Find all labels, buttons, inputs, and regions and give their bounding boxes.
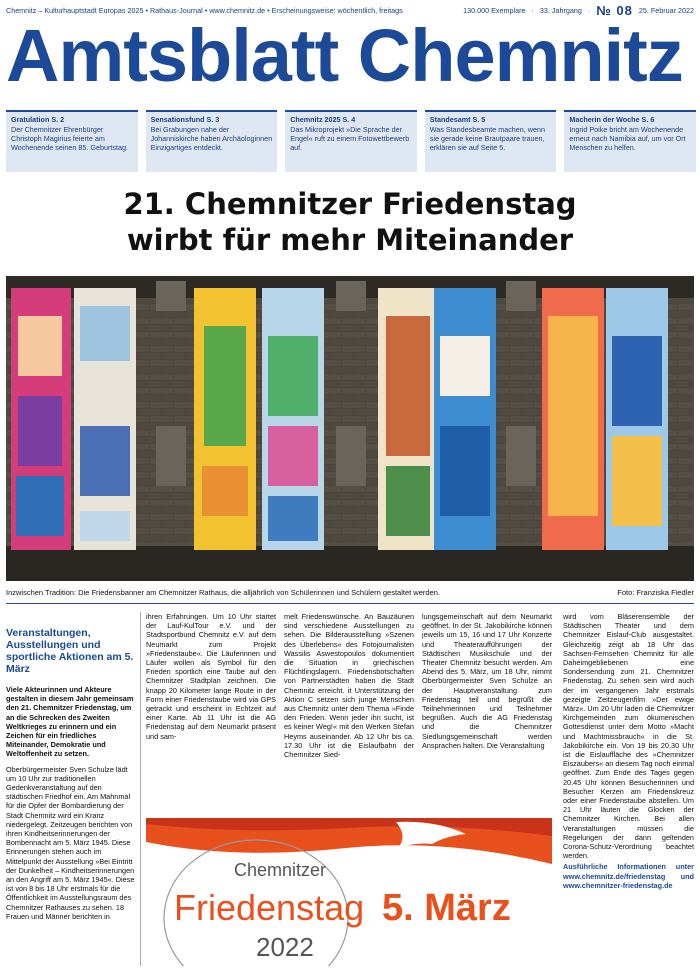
teaser-title: Macherin der Woche S. 6 [569, 115, 655, 124]
section-divider [6, 603, 694, 604]
column-text: lungsgemeinschaft auf dem Neumarkt geöffnet. In der St. Jakobikirche können jeweils um 15, 16 und 17 Uhr Konzerte und Theateraufführungen der Städtischen Musikschule und der Theater Chemnitz besucht werden. Am Abend des 5. März, um 18 Uhr, nimmt Oberbürgermeister Sven Schulze an der Hauptveranstaltung zum Friedenstag teil und begrüßt die Teilnehmerinnen und Teilnehmer begrüßen. Auch die AG Friedenstag und die Chemnitzer Siedlungsgemeinschaft werden Ansprachen halten. Die Veranstaltung [422, 612, 552, 750]
teaser-text: Was Standesbeamte machen, wenn sie gerade keine Brautpaare trauen, erklären sie auf Seite 5. [429, 125, 545, 152]
sidebar-lead: Viele Akteurinnen und Akteure gestalten in diesem Jahr gemeinsam den 21. Chemnitzer Friedenstag, um an die Schrecken des Zweiten Weltkrieges zu erinnern und ein Zeichen für ein friedliches Miteinander, Demokratie und Weltoffenheit zu setzen. [6, 685, 134, 759]
article-column-2 [146, 612, 276, 741]
volume-year: 33. Jahrgang [539, 5, 582, 15]
teaser-box[interactable] [425, 110, 557, 172]
topbar-issue-info: 130.000 Exemplare · 33. Jahrgang · № 08 25. Februar 2022 [463, 2, 694, 18]
sidebar-heading: Veranstaltungen, Ausstellungen und sportliche Aktionen am 5. März [6, 627, 134, 675]
lead-photo[interactable] [6, 276, 694, 581]
article-column-3 [284, 612, 414, 759]
teaser-text: Bei Grabungen nahe der Johanniskirche haben Archäologinnen Einzigartiges entdeckt. [150, 125, 273, 152]
peace-banner-1 [11, 288, 71, 550]
teaser-row [6, 110, 696, 172]
teaser-box[interactable] [564, 110, 696, 172]
main-headline [0, 186, 700, 258]
peace-banner-2 [74, 288, 136, 550]
column-text: ihren Erfahrungen. Um 10 Uhr startet der Lauf-KulTour e.V. und der Stadtsportbund Chemnitz e.V. auf dem Neumarkt zum Projekt »Friedenstaube«. Die Läuferinnen und Läufer wollen als Symbol für den Frieden sportlich eine Taube auf den Chemnitzer Stadtplan zeichnen. Die knapp 20 Kilometer lange Route in der Form einer Friedenstaube wird via GPS getrackt und erscheint in Echtzeit auf einer Karte. Ab 11 Uhr ist die AG Friedenstag auf dem Neumarkt präsent und sam- [146, 612, 276, 741]
teaser-title: Sensationsfund S. 3 [150, 115, 220, 124]
issue-date: 25. Februar 2022 [638, 5, 694, 15]
teaser-text: Ingrid Poike bricht am Wochenende erneut nach Namibia auf, um vor Ort Menschen zu helfen. [569, 125, 686, 152]
friedenstag-poster [146, 818, 552, 966]
friedenstag-logo-graphic [146, 818, 552, 966]
poster-city: Chemnitzer [234, 860, 327, 880]
peace-banner-5 [378, 288, 438, 550]
poster-date: 5. März [382, 887, 511, 929]
topbar-meta: Chemnitz – Kulturhauptstadt Europas 2025 • Rathaus-Journal • www.chemnitz.de • Erscheinungsweise: wöchentlich, freitags [6, 5, 403, 15]
issue-number: № 08 [596, 2, 633, 18]
peace-banner-4 [262, 288, 324, 550]
headline-line-2: wirbt für mehr Miteinander [126, 223, 574, 257]
masthead-title[interactable]: Amtsblatt Chemnitz [6, 14, 683, 97]
peace-banner-7 [542, 288, 604, 550]
sidebar-body: Oberbürgermeister Sven Schulze lädt um 10 Uhr zur traditionellen Gedenkveranstaltung auf den städtischen Friedhof ein. Am Mahnmal für die Opfer der Bombardierung der Stadt Chemnitz wird ein Kranz niedergelegt. Zeitzeugen berichten von ihren Kindheitserinnerungen der Bombennacht am 5. März 1945. Diese Erinnerungen stehen auch im Mittelpunkt der Ausstellung »Bei Eintritt der Dunkelheit – Kindheitserinnerungen an den Angriff am 5. März 1945«. Diese ist von 8 bis 18 Uhr erstmals für die Öffentlichkeit im Ausstellungsraum des Chemnitzer Rathauses zu sehen. 18 Frauen und Männer berichten in [6, 764, 135, 921]
article-column-5 [563, 612, 694, 897]
photo-caption [6, 588, 694, 600]
teaser-box[interactable] [285, 110, 417, 172]
peace-banner-3 [194, 288, 256, 550]
teaser-text: Das Mikroprojekt »Die Sprache der Engel« ruft zu einem Fotowettbewerb auf. [290, 125, 410, 152]
teaser-box[interactable] [146, 110, 278, 172]
copies-count: 130.000 Exemplare [463, 5, 526, 15]
more-info-links[interactable]: Ausführliche Informationen unter www.chemnitz.de/friedenstag und www.chemnitzer-friedenstag.de [563, 862, 694, 890]
town-hall-banners-image [6, 276, 694, 581]
peace-banner-6 [434, 288, 496, 550]
teaser-title: Gratulation S. 2 [11, 115, 65, 124]
teaser-text: Der Chemnitzer Ehrenbürger Christoph Magirius feierte am Wochenende seinen 85. Geburtstag. [11, 125, 128, 152]
photo-credit: Foto: Franziska Fiedler [617, 588, 694, 597]
teaser-title: Standesamt S. 5 [429, 115, 486, 124]
event-sidebar [6, 609, 138, 967]
column-text: wird vom Bläserensemble der Städtischen Theater und dem Chemnitzer Eislauf-Club ausgestaltet. Gleichzeitig zeigt ab 18 Uhr das Sachsen-Fernsehen Chemnitz für alle Daheimgebliebenen eine Sondersendung zum 21. Chemnitzer Friedenstag. Zu sehen sein wird auch der im vergangenen Jahr erstmals gezeigte Zeitzeugenfilm »Der ewige März«. Um 20 Uhr laden die Chemnitzer Kirchgemeinden zum ökumenischen Gottesdienst unter dem Motto »Macht und Machtmissbrauch« in die St. Jakobikirche ein. Von 19 bis 20.30 Uhr ist die Eislauffläche des »Chemnitzer Eiszaubers« an diesem Tag noch einmal geöffnet. Zum Ende des Tages gegen 20.45 Uhr können Besucherinnen und Besucher Kerzen am Friedenskreuz oder einer Friedenstaube abstellen. Um 21 Uhr läuten die Glocken der Chemnitzer Kirchen. Bei allen Veranstaltungen müssen die Regelungen der dann geltenden Corona-Schutz-Verordnung beachtet werden. [563, 612, 694, 861]
teaser-title: Chemnitz 2025 S. 4 [290, 115, 356, 124]
poster-year: 2022 [256, 932, 314, 962]
caption-text: Inzwischen Tradition: Die Friedensbanner am Chemnitzer Rathaus, die alljährlich von Schülerinnen und Schülern gestaltet werden. [6, 588, 440, 597]
column-divider [140, 612, 141, 966]
peace-banner-8 [606, 288, 668, 550]
headline-line-1: 21. Chemnitzer Friedenstag [123, 187, 577, 221]
article-column-4 [422, 612, 552, 750]
teaser-box[interactable] [6, 110, 138, 172]
poster-word: Friedenstag [174, 887, 365, 928]
column-text: melt Friedenswünsche. An Bauzäunen sind verschiedene Ausstellungen zu sehen. Die Bilderausstellung »Szenen des Überlebens« des Fotojournalisten Wassilis Aswestopoulos dokumentiert die Situation in griechischen Flüchtlingslagern. Friedensbotschaften von Partnerstädten haben die Stadt Chemnitz erreicht. it Unterstützung der Aktion C setzen sich junge Menschen aus Chemnitz unter dem Thema »Finde den Frieden. Wenn jeder ihn sucht, ist es keiner Weg!« mit den Werken Stefan Heyms auseinander. Ab 12 Uhr bis ca. 17.30 Uhr ist die Eislaufbahn der Chemnitzer Sied- [284, 612, 414, 760]
